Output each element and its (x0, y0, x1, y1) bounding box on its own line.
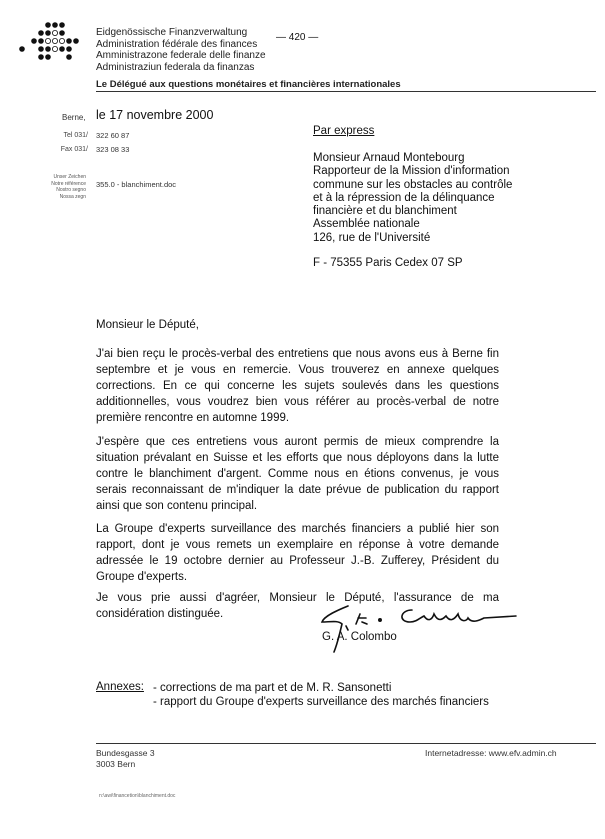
annex-item: - rapport du Groupe d'experts surveillance des marchés financiers (153, 696, 489, 708)
header-divider (96, 91, 596, 92)
annex-item: - corrections de ma part et de M. R. Sansonetti (153, 682, 392, 694)
federal-logo-icon (18, 22, 80, 64)
paragraph-2: J'espère que ces entretiens vous auront permis de mieux comprendre la situation prévalant en Suisse et les efforts que nous déployons dans la lutte contre le blanchiment d'argent. Comme nous en étions convenus, je vous serais reconnaissant de m'indiquer la date prévue de publication du rapport ainsi que son contenu principal. (96, 436, 499, 512)
footer-city: 3003 Bern (96, 759, 136, 769)
tel-value: 322 60 87 (96, 131, 130, 140)
ref-label-it: Nostro segno (56, 187, 86, 193)
recipient-line: Assemblée nationale (313, 218, 420, 231)
salutation: Monsieur le Député, (96, 319, 199, 331)
recipient-line: Rapporteur de la Mission d'information (313, 165, 510, 178)
ref-label-rm: Nossa zegn (59, 193, 86, 200)
recipient-line: 126, rue de l'Université (313, 231, 431, 244)
fax-value: 323 08 33 (96, 145, 130, 154)
admin-line-de: Eidgenössische Finanzverwaltung (96, 27, 248, 38)
recipient-line: financière et du blanchiment (313, 205, 457, 218)
admin-line-rm: Administraziun federala da finanzas (96, 61, 255, 73)
reference-labels (28, 174, 86, 200)
paragraph-3: La Groupe d'experts surveillance des marchés financiers a publié hier son rapport, dont je vous remets un exemplaire en réponse à votre demande adressée le 19 octobre dernier au Professeur J.-B. Zufferey, Président du Groupe d'experts. (96, 523, 499, 583)
footer-web-address: Internetadresse: www.efv.admin.ch (425, 748, 557, 758)
recipient-line: commune sur les obstacles au contrôle (313, 178, 513, 191)
page-number: — 420 — (276, 32, 319, 43)
handwritten-signature-icon (320, 600, 520, 655)
recipient-address (313, 152, 512, 245)
delivery-method: Par express (313, 125, 375, 137)
admin-line-fr: Administration fédérale des finances (96, 38, 258, 50)
delegate-title: Le Délégué aux questions monétaires et financières internationales (96, 79, 401, 90)
admin-line-it: Amministrazone federale delle finanze (96, 50, 266, 61)
ref-label-de: Unser Zeichen (53, 174, 86, 180)
paragraph-closing: Je vous prie aussi d'agréer, Monsieur le Député, l'assurance de ma considération distinguée. (96, 592, 499, 620)
footer-street: Bundesgasse 3 (96, 748, 155, 758)
signatory-name: G. A. Colombo (322, 631, 397, 643)
tel-label: Tel 031/ (63, 132, 88, 139)
fax-label: Fax 031/ (60, 146, 88, 153)
recipient-line: et à la répression de la délinquance (313, 191, 495, 204)
annexes-list (153, 681, 489, 709)
place: Berne, (62, 113, 86, 122)
paragraph-1: J'ai bien reçu le procès-verbal des entretiens que nous avons eus à Berne fin septembre et je vous en remercie. Vous trouverez en annexe quelques corrections. En ce qui concerne les sujets soulevés dans les questions additionnelles, vous voudrez bien vous référer au procès-verbal de notre première rencontre en automne 1999. (96, 348, 499, 424)
recipient-name: Monsieur Arnaud Montebourg (313, 152, 465, 164)
ref-label-fr: Notre référence (51, 180, 86, 187)
footer-divider (96, 743, 596, 744)
administration-names (96, 27, 266, 73)
file-path: n:\awi\financetion\blanchiment.doc (99, 793, 176, 799)
recipient-postcode: F - 75355 Paris Cedex 07 SP (313, 257, 463, 269)
footer-address (96, 748, 155, 770)
letter-date: le 17 novembre 2000 (96, 108, 214, 122)
reference-value: 355.0 - blanchiment.doc (96, 180, 177, 189)
annexes-label: Annexes: (96, 681, 144, 693)
